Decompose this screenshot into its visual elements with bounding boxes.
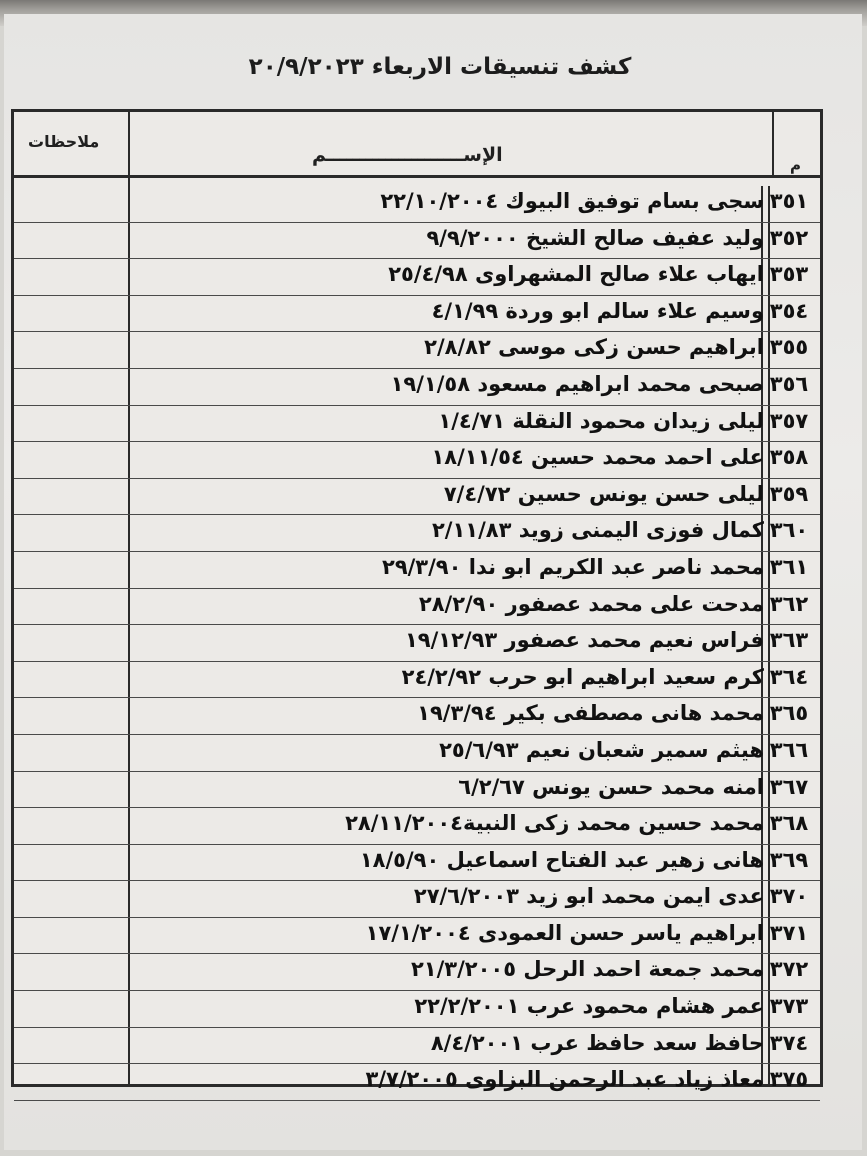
table-row	[14, 735, 820, 772]
table-row	[14, 552, 820, 589]
row-number: ٣٧٤	[769, 1030, 809, 1055]
row-name: محمد حسين محمد زكى النبية٢٨/١١/٢٠٠٤	[345, 811, 764, 836]
row-name: ابراهيم حسن زكى موسى ٢/٨/٨٢	[424, 335, 764, 360]
table-row	[14, 186, 820, 223]
row-name: سجى بسام توفيق البيوك ٢٢/١٠/٢٠٠٤	[380, 189, 764, 213]
table-row	[14, 332, 820, 369]
row-name: عدى ايمن محمد ابو زيد ٢٧/٦/٢٠٠٣	[413, 884, 764, 909]
number-column-header: م	[790, 156, 801, 174]
table-row	[14, 991, 820, 1028]
table-row	[14, 259, 820, 296]
row-name: كمال فوزى اليمنى زويد ٢/١١/٨٣	[431, 518, 764, 543]
row-name: هانى زهير عبد الفتاح اسماعيل ١٨/٥/٩٠	[359, 847, 764, 872]
row-number: ٣٦٦	[769, 737, 809, 762]
row-number: ٣٥٢	[769, 225, 809, 250]
row-number: ٣٦٩	[769, 847, 809, 872]
row-name: فراس نعيم محمد عصفور ١٩/١٢/٩٣	[404, 628, 764, 653]
row-name: وليد عفيف صالح الشيخ ٩/٩/٢٠٠٠	[426, 225, 764, 250]
table-row	[14, 442, 820, 479]
row-name: امنه محمد حسن يونس ٦/٢/٦٧	[458, 774, 764, 799]
page-title: كشف تنسيقات الاربعاء ٢٠/٩/٢٠٢٣	[248, 54, 632, 80]
table-header-row	[14, 112, 820, 178]
table-row	[14, 808, 820, 845]
row-name: محمد جمعة احمد الرحل ٢١/٣/٢٠٠٥	[410, 957, 764, 982]
row-number: ٣٧٠	[769, 884, 809, 909]
notes-column-header: ملاحظات	[28, 132, 100, 151]
row-name: وسيم علاء سالم ابو وردة ٤/١/٩٩	[431, 298, 764, 323]
row-number: ٣٦٢	[769, 591, 809, 616]
row-number: ٣٥٩	[769, 481, 809, 506]
row-number: ٣٧١	[769, 920, 809, 945]
row-number: ٣٥٣	[769, 262, 809, 287]
table-row	[14, 772, 820, 809]
row-number: ٣٧٣	[769, 994, 809, 1019]
table-row	[14, 625, 820, 662]
table-row	[14, 845, 820, 882]
table-row	[14, 1028, 820, 1065]
name-column-header: الإســـــــــــــــــــــم	[312, 144, 503, 166]
table-row	[14, 296, 820, 333]
row-number: ٣٦٧	[769, 774, 809, 799]
row-number: ٣٦١	[769, 554, 809, 579]
row-number: ٣٥٥	[769, 335, 809, 360]
row-name: هيثم سمير شعبان نعيم ٢٥/٦/٩٣	[439, 737, 764, 762]
table-row	[14, 479, 820, 516]
row-number: ٣٦٥	[769, 701, 809, 726]
table-row	[14, 1064, 820, 1101]
table-row	[14, 698, 820, 735]
row-number: ٣٥٤	[769, 298, 809, 323]
row-number: ٣٧٢	[769, 957, 809, 982]
table-row	[14, 918, 820, 955]
header-number-divider	[772, 112, 774, 178]
row-number: ٣٥٦	[769, 371, 809, 396]
row-number: ٣٥١	[769, 189, 809, 213]
row-name: صبحى محمد ابراهيم مسعود ١٩/١/٥٨	[390, 371, 764, 396]
row-number: ٣٦٣	[769, 628, 809, 653]
table-row	[14, 406, 820, 443]
table-row	[14, 662, 820, 699]
row-name: ليلى زيدان محمود النقلة ١/٤/٧١	[438, 408, 764, 433]
table-row	[14, 881, 820, 918]
table-row	[14, 369, 820, 406]
row-number: ٣٥٨	[769, 445, 809, 470]
row-name: معاذ زياد عبد الرحمن البزاوى ٣/٧/٢٠٠٥	[365, 1067, 764, 1092]
row-name: ليلى حسن يونس حسين ٧/٤/٧٢	[443, 481, 764, 506]
row-name: عمر هشام محمود عرب ٢٢/٢/٢٠٠١	[414, 994, 764, 1019]
table-row	[14, 954, 820, 991]
table-row	[14, 223, 820, 260]
table-body	[14, 186, 820, 1101]
row-name: محمد ناصر عبد الكريم ابو ندا ٢٩/٣/٩٠	[382, 554, 764, 579]
row-name: حافظ سعد حافظ عرب ٨/٤/٢٠٠١	[430, 1030, 764, 1055]
row-number: ٣٥٧	[769, 408, 809, 433]
row-number: ٣٦٤	[769, 664, 809, 689]
names-table	[11, 109, 823, 1092]
row-name: ايهاب علاء صالح المشهراوى ٢٥/٤/٩٨	[388, 262, 764, 287]
row-number: ٣٦٠	[769, 518, 809, 543]
row-name: على احمد محمد حسين ١٨/١١/٥٤	[431, 445, 764, 470]
row-name: مدحت على محمد عصفور ٢٨/٢/٩٠	[418, 591, 764, 616]
row-name: ابراهيم ياسر حسن العمودى ١٧/١/٢٠٠٤	[365, 920, 764, 945]
table-row	[14, 515, 820, 552]
table-row	[14, 589, 820, 626]
row-name: كرم سعيد ابراهيم ابو حرب ٢٤/٢/٩٢	[401, 664, 764, 689]
row-number: ٣٧٥	[769, 1067, 809, 1092]
row-number: ٣٦٨	[769, 811, 809, 836]
row-name: محمد هانى مصطفى بكير ١٩/٣/٩٤	[417, 701, 764, 726]
